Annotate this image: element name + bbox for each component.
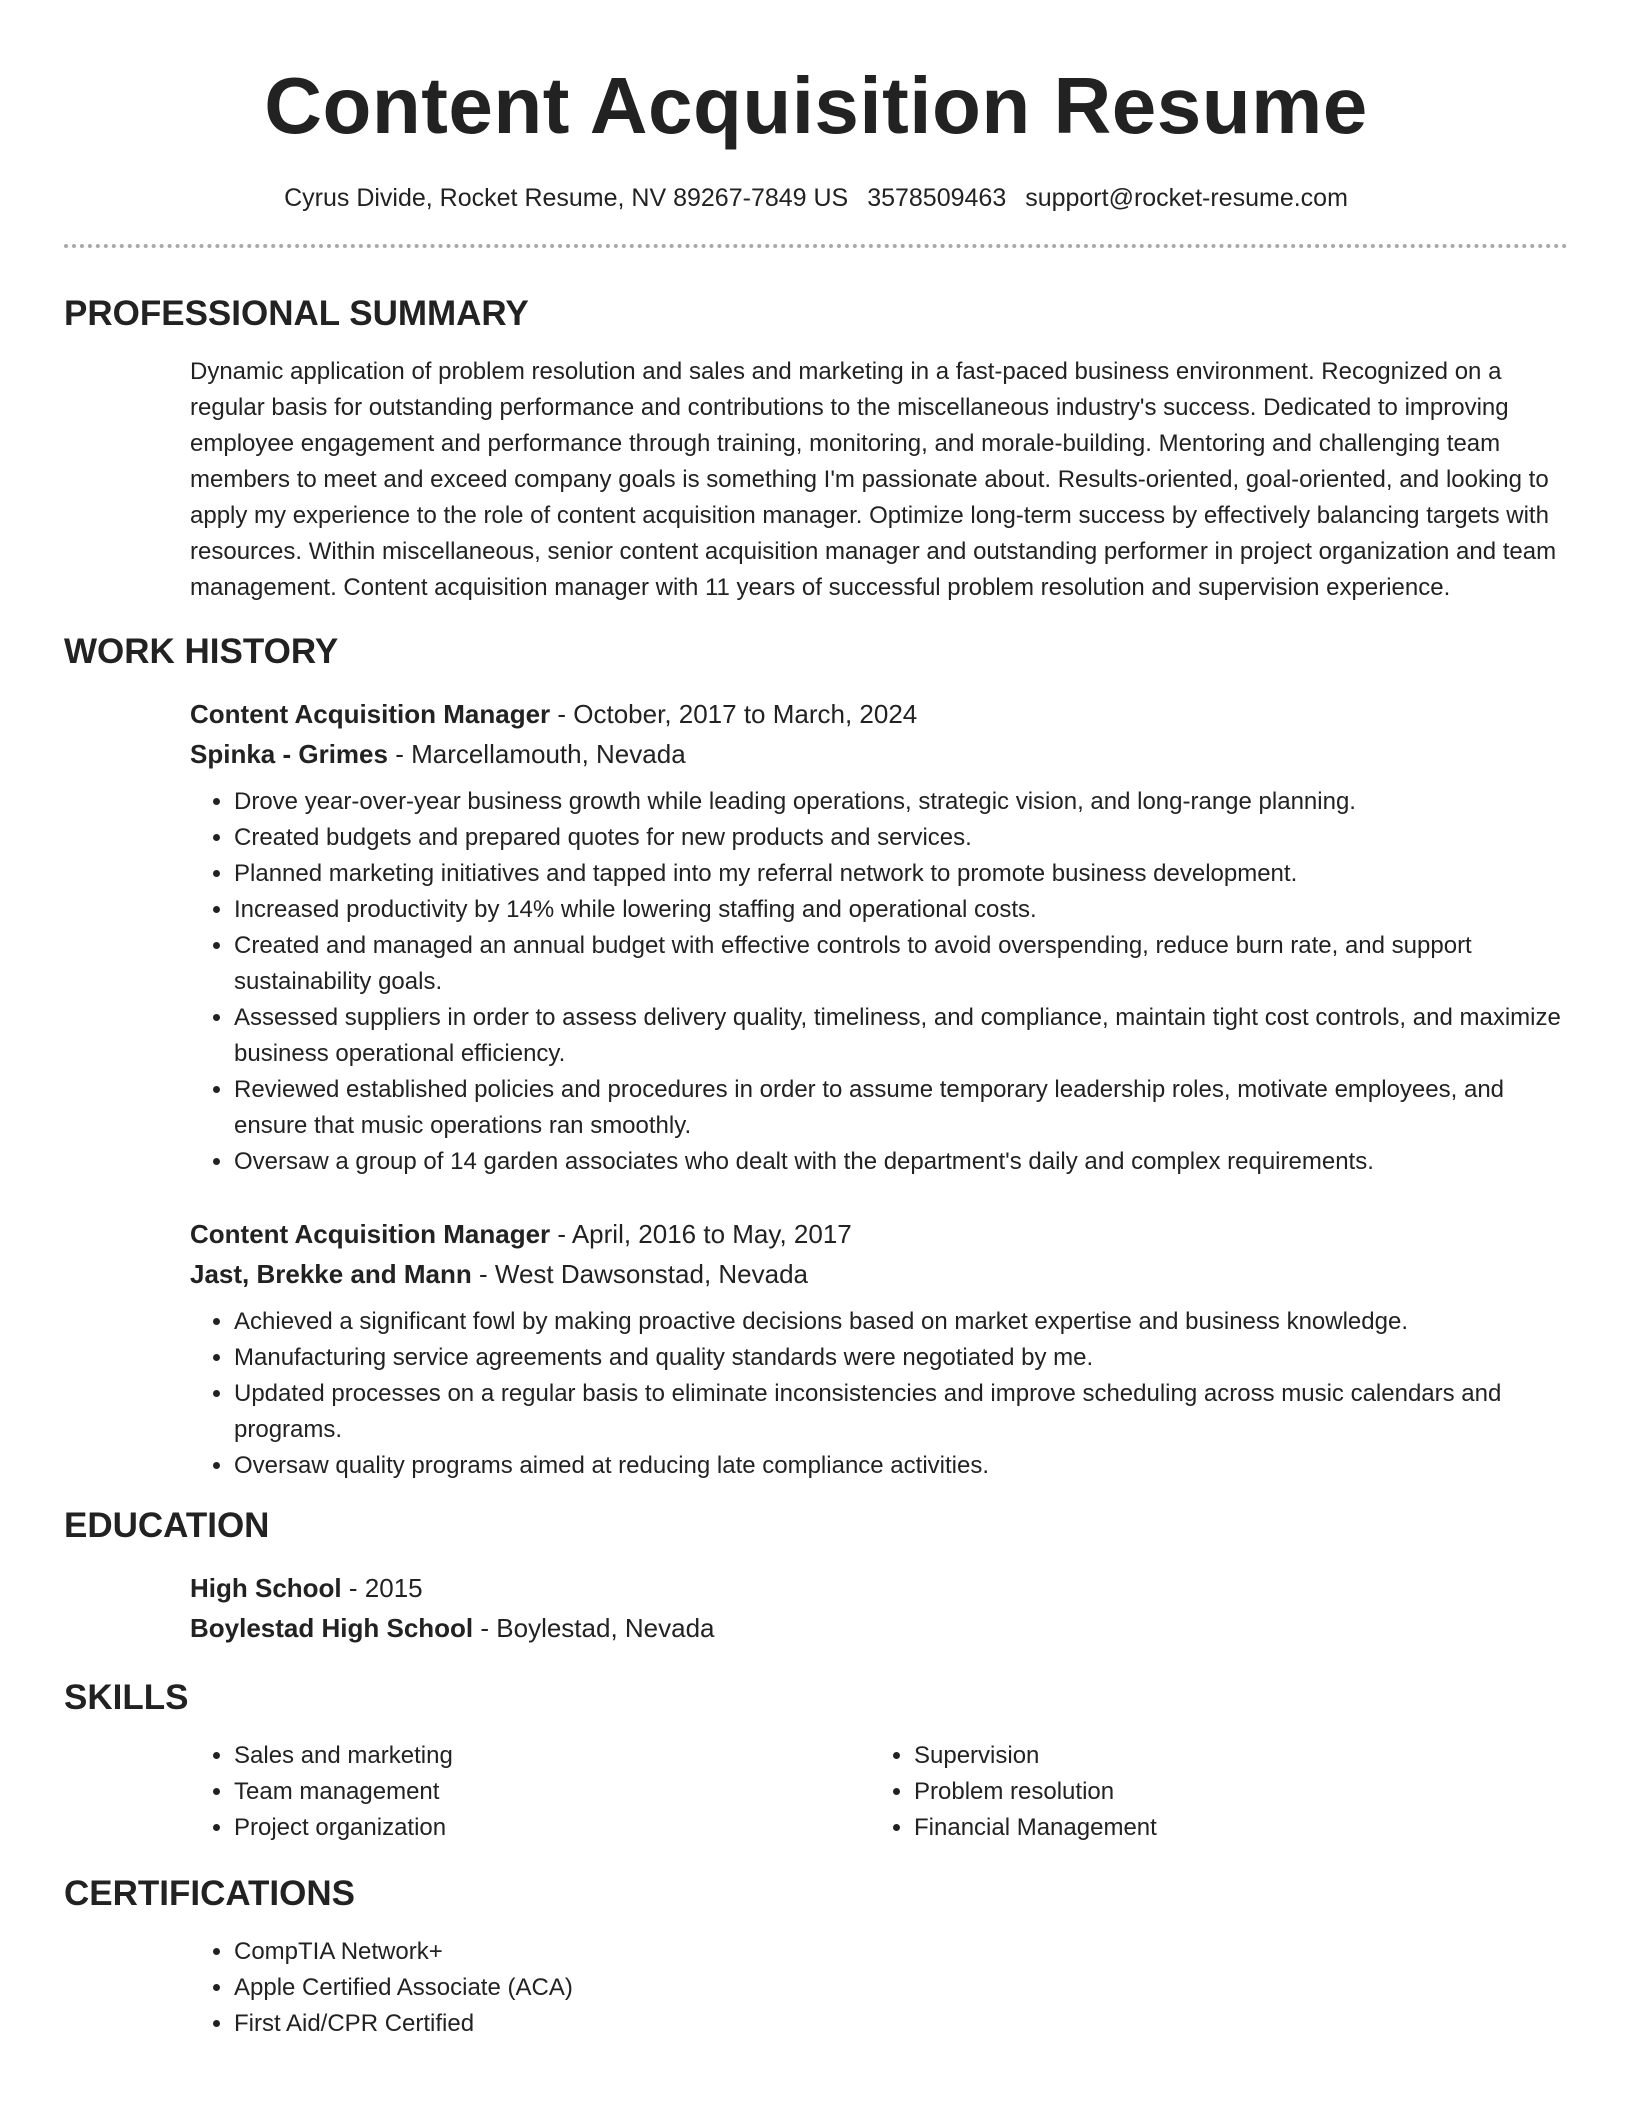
- certifications-list: [190, 1934, 1568, 2042]
- header-divider: [64, 244, 1568, 248]
- list-item: • Planned marketing initiatives and tapped into my referral network to promote business development.: [234, 856, 1568, 892]
- list-item: • Drove year-over-year business growth while leading operations, strategic vision, and long-range planning.: [234, 784, 1568, 820]
- contact-line: [64, 182, 1568, 214]
- education-location: - Boylestad, Nevada: [473, 1613, 715, 1643]
- education-degree-line: [190, 1568, 1568, 1608]
- job-company-line: [190, 1254, 1568, 1294]
- job-title-line: [190, 1214, 1568, 1254]
- list-item: • Oversaw quality programs aimed at reducing late compliance activities.: [234, 1448, 1568, 1484]
- education-year: - 2015: [341, 1573, 423, 1603]
- job-dates: - October, 2017 to March, 2024: [550, 699, 918, 729]
- job-company: Jast, Brekke and Mann: [190, 1259, 472, 1289]
- certifications-heading: CERTIFICATIONS: [64, 1874, 356, 1913]
- list-item: • Achieved a significant fowl by making proactive decisions based on market expertise and business knowledge.: [234, 1304, 1568, 1340]
- list-item: • Created budgets and prepared quotes for new products and services.: [234, 820, 1568, 856]
- summary-text: Dynamic application of problem resolution and sales and marketing in a fast-paced business environment. Recognized on a regular basis for outstanding performance and contributions to the miscellaneous industry's success. Dedicated to improving employee engagement and performance through training, monitoring, and morale-building. Mentoring and challenging team members to meet and exceed company goals is something I'm passionate about. Results-oriented, goal-oriented, and looking to apply my experience to the role of content acquisition manager. Optimize long-term success by effectively balancing targets with resources. Within miscellaneous, senior content acquisition manager and outstanding performer in project organization and team management. Content acquisition manager with 11 years of successful problem resolution and supervision experience.: [190, 358, 1557, 601]
- list-item: • Updated processes on a regular basis to eliminate inconsistencies and improve scheduling across music calendars and programs.: [234, 1376, 1568, 1448]
- education-entry: [190, 1568, 1568, 1648]
- job-entry: [190, 694, 1568, 774]
- skill-item: • Financial Management: [914, 1810, 1474, 1846]
- skill-item: • Team management: [234, 1774, 870, 1810]
- job-entry: [190, 1214, 1568, 1294]
- job-company: Spinka - Grimes: [190, 739, 388, 769]
- education-school-line: [190, 1608, 1568, 1648]
- skill-item: • Project organization: [234, 1810, 870, 1846]
- resume-page: [64, 0, 1568, 2042]
- job-bullets: [190, 1304, 1568, 1484]
- contact-address: Cyrus Divide, Rocket Resume, NV 89267-7849 US: [284, 184, 849, 212]
- skill-item: • Problem resolution: [914, 1774, 1474, 1810]
- list-item: • Assessed suppliers in order to assess delivery quality, timeliness, and compliance, maintain tight cost controls, and maximize business operational efficiency.: [234, 1000, 1568, 1072]
- work-history-heading: WORK HISTORY: [64, 632, 339, 671]
- skills-grid: [190, 1738, 1568, 1846]
- job-title: Content Acquisition Manager: [190, 699, 551, 729]
- certification-item: • CompTIA Network+: [234, 1934, 1568, 1970]
- list-item: • Reviewed established policies and procedures in order to assume temporary leadership roles, motivate employees, and ensure that music operations ran smoothly.: [234, 1072, 1568, 1144]
- skills-heading: SKILLS: [64, 1678, 189, 1717]
- list-item: • Increased productivity by 14% while lowering staffing and operational costs.: [234, 892, 1568, 928]
- resume-title: Content Acquisition Resume: [264, 61, 1368, 150]
- contact-phone: 3578509463: [867, 184, 1007, 212]
- summary-heading: PROFESSIONAL SUMMARY: [64, 294, 529, 333]
- job-dates: - April, 2016 to May, 2017: [550, 1219, 852, 1249]
- contact-email: support@rocket-resume.com: [1025, 184, 1348, 212]
- job-location: - Marcellamouth, Nevada: [387, 739, 686, 769]
- education-school: Boylestad High School: [190, 1613, 474, 1643]
- education-heading: EDUCATION: [64, 1506, 270, 1545]
- job-title: Content Acquisition Manager: [190, 1219, 551, 1249]
- list-item: • Manufacturing service agreements and quality standards were negotiated by me.: [234, 1340, 1568, 1376]
- education-degree: High School: [190, 1573, 342, 1603]
- skills-column-right: [870, 1738, 1474, 1846]
- job-location: - West Dawsonstad, Nevada: [471, 1259, 809, 1289]
- certification-item: • Apple Certified Associate (ACA): [234, 1970, 1568, 2006]
- skill-item: • Supervision: [914, 1738, 1474, 1774]
- job-company-line: [190, 734, 1568, 774]
- skill-item: • Sales and marketing: [234, 1738, 870, 1774]
- certification-item: • First Aid/CPR Certified: [234, 2006, 1568, 2042]
- list-item: • Oversaw a group of 14 garden associates who dealt with the department's daily and complex requirements.: [234, 1144, 1568, 1180]
- skills-column-left: [190, 1738, 870, 1846]
- job-title-line: [190, 694, 1568, 734]
- list-item: • Created and managed an annual budget with effective controls to avoid overspending, reduce burn rate, and support sustainability goals.: [234, 928, 1568, 1000]
- job-bullets: [190, 784, 1568, 1180]
